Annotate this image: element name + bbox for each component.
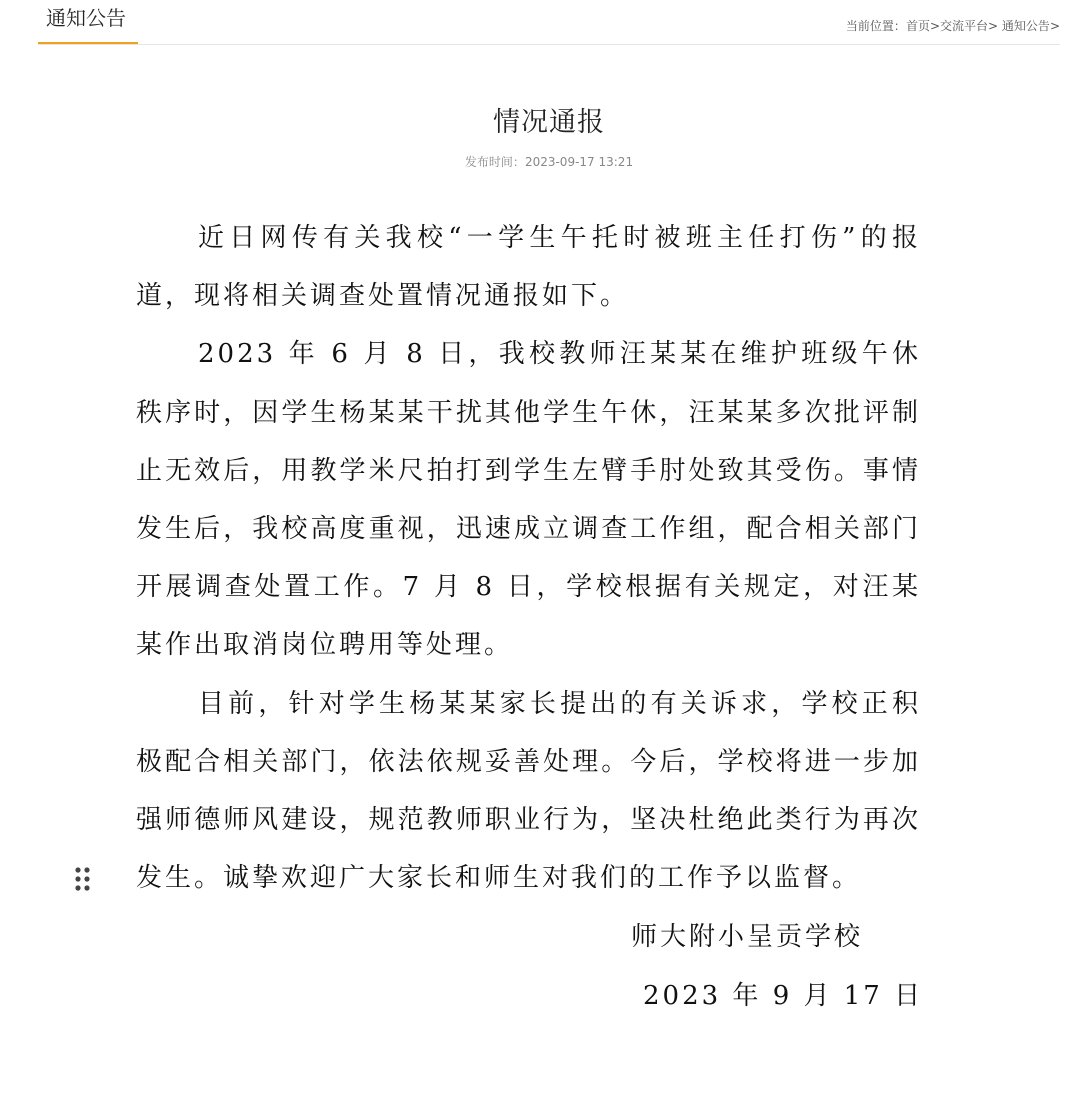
article-paragraph: 2023 年 6 月 8 日，我校教师汪某某在维护班级午休秩序时，因学生杨某某干扰其他学生午休，汪某某多次批评制止无效后，用教学米尺拍打到学生左臂手肘处致其受伤。事情发生后，我校高度重视，迅速成立调查工作组，配合相关部门开展调查处置工作。7 月 8 日，学校根据有关规定，对汪某某作出取消岗位聘用等处理。 xyxy=(136,339,921,661)
drag-handle-icon[interactable] xyxy=(74,866,92,892)
article-paragraph: 目前，针对学生杨某某家长提出的有关诉求，学校正积极配合相关部门，依法依规妥善处理。今后，学校将进一步加强师德师风建设，规范教师职业行为，坚决杜绝此类行为再次发生。诚挚欢迎广大家长和师生对我们的工作予以监督。 xyxy=(136,688,921,894)
breadcrumb-separator: > xyxy=(929,19,941,33)
article-paragraph: 近日网传有关我校“一学生午托时被班主任打伤”的报道，现将相关调查处置情况通报如下。 xyxy=(136,223,921,312)
section-tab-notices[interactable] xyxy=(38,0,138,44)
breadcrumb-prefix: 当前位置： xyxy=(845,19,906,33)
breadcrumb-home[interactable]: 首页 xyxy=(905,19,930,33)
breadcrumb-notices[interactable]: 通知公告 xyxy=(1001,19,1050,33)
signature-date-text: 2023 年 9 月 17 日 xyxy=(643,981,924,1011)
signature-school-text: 师大附小呈贡学校 xyxy=(631,922,864,952)
breadcrumb xyxy=(846,17,1060,35)
breadcrumb-separator: > xyxy=(1049,19,1060,33)
publish-time-value: 2023-09-17 13:21 xyxy=(524,155,634,169)
section-title: 通知公告 xyxy=(46,6,126,30)
breadcrumb-exchange-platform[interactable]: 交流平台 xyxy=(940,19,989,33)
article-body xyxy=(136,209,921,907)
publish-time xyxy=(0,153,1080,171)
article-title: 情况通报 xyxy=(493,107,605,138)
publish-time-label: 发布时间： xyxy=(464,155,525,169)
page-header xyxy=(38,0,1060,45)
breadcrumb-separator: > xyxy=(988,19,999,33)
